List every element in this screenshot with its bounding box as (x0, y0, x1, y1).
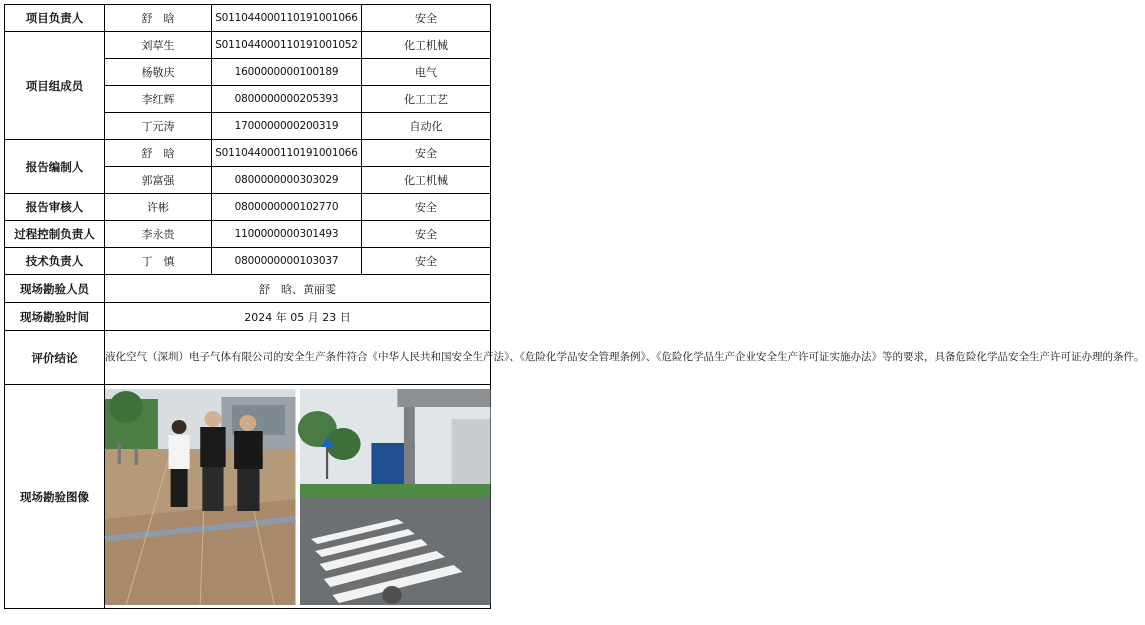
row-label: 报告编制人 (5, 140, 105, 194)
row-label: 技术负责人 (5, 248, 105, 275)
table-row (5, 221, 491, 248)
cert-number: 0800000000102770 (212, 194, 362, 221)
row-label: 现场勘验时间 (5, 303, 105, 331)
table-row (5, 5, 491, 32)
major: 自动化 (362, 113, 491, 140)
major: 安全 (362, 140, 491, 167)
table-row (5, 32, 491, 59)
major: 化工机械 (362, 32, 491, 59)
site-photo-people (105, 389, 296, 605)
table-row (5, 331, 491, 385)
person-name: 丁元涛 (105, 113, 212, 140)
person-name: 杨敬庆 (105, 59, 212, 86)
major: 安全 (362, 248, 491, 275)
major: 安全 (362, 194, 491, 221)
cert-number: 1600000000100189 (212, 59, 362, 86)
person-name: 舒 晗 (105, 5, 212, 32)
person-name: 丁 慎 (105, 248, 212, 275)
cert-number: S011044000110191001066 (212, 140, 362, 167)
table-row (5, 248, 491, 275)
person-name: 舒 晗 (105, 140, 212, 167)
row-label: 现场勘验图像 (5, 385, 105, 609)
row-label: 评价结论 (5, 331, 105, 385)
row-label: 报告审核人 (5, 194, 105, 221)
cert-number: 0800000000103037 (212, 248, 362, 275)
major: 电气 (362, 59, 491, 86)
table-row (5, 194, 491, 221)
table-row (5, 275, 491, 303)
major: 化工机械 (362, 167, 491, 194)
major: 安全 (362, 221, 491, 248)
person-name: 李永贵 (105, 221, 212, 248)
cert-number: 1700000000200319 (212, 113, 362, 140)
cert-number: S011044000110191001052 (212, 32, 362, 59)
row-label: 项目负责人 (5, 5, 105, 32)
row-label: 过程控制负责人 (5, 221, 105, 248)
major: 安全 (362, 5, 491, 32)
person-name: 郭富强 (105, 167, 212, 194)
cert-number: 1100000000301493 (212, 221, 362, 248)
survey-time-value: 2024 年 05 月 23 日 (105, 303, 491, 331)
row-label: 现场勘验人员 (5, 275, 105, 303)
survey-people-value: 舒 晗、黄丽雯 (105, 275, 491, 303)
conclusion-text: 液化空气（深圳）电子气体有限公司的安全生产条件符合《中华人民共和国安全生产法》、《危险化学品安全管理条例》、《危险化学品生产企业安全生产许可证实施办法》等的要求，具备危险化学品安全生产许可证办理的条件。 (105, 331, 491, 385)
site-photo-entrance (300, 389, 491, 605)
table-row (5, 303, 491, 331)
cert-number: 0800000000205393 (212, 86, 362, 113)
cert-number: S011044000110191001066 (212, 5, 362, 32)
person-name: 刘草生 (105, 32, 212, 59)
table-row (5, 140, 491, 167)
cert-number: 0800000000303029 (212, 167, 362, 194)
row-label: 项目组成员 (5, 32, 105, 140)
person-name: 许彬 (105, 194, 212, 221)
photo-cell (105, 385, 491, 609)
person-name: 李红辉 (105, 86, 212, 113)
table-row (5, 385, 491, 609)
personnel-table (4, 4, 1145, 609)
major: 化工工艺 (362, 86, 491, 113)
